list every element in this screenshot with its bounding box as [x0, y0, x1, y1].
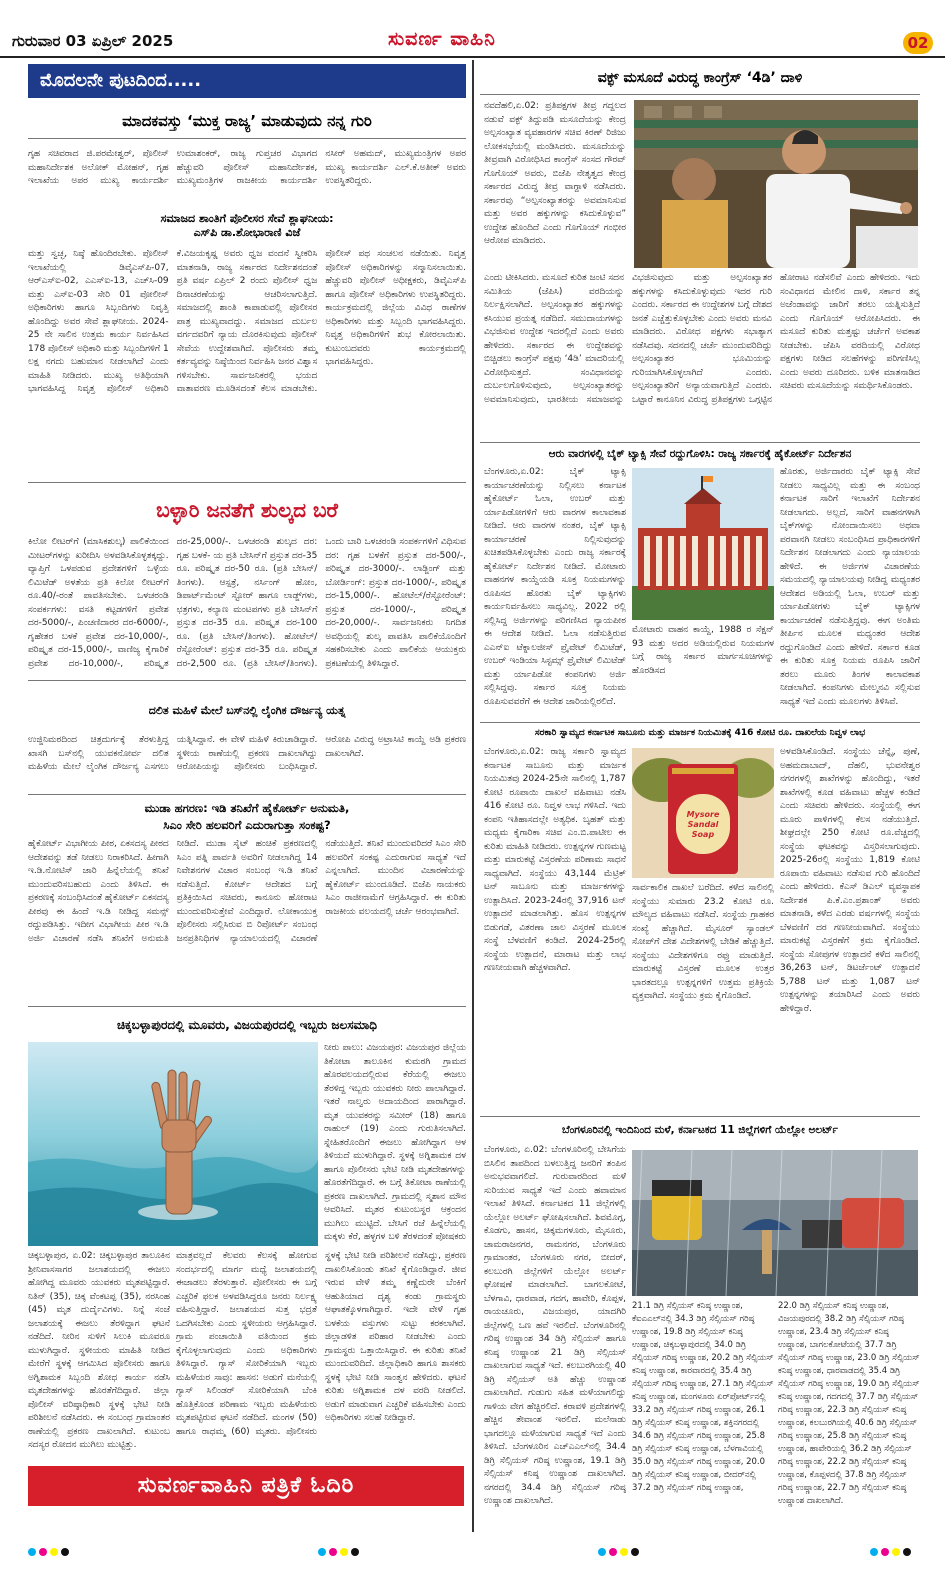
headline-drugs: ಮಾದಕವಸ್ತು ‘ಮುಕ್ತ ರಾಜ್ಯ’ ಮಾಡುವುದು ನನ್ನ ಗುರಿ	[122, 112, 372, 130]
promo-banner: ಸುವರ್ಣವಾಹಿನಿ ಪತ್ರಿಕೆ ಓದಿರಿ	[28, 1466, 464, 1506]
high-court-photo	[632, 468, 774, 620]
rule	[480, 442, 920, 443]
headline-ballari: ಬಳ್ಳಾರಿ ಜನತೆಗೆ ಶುಲ್ಕದ ಬರೆ	[156, 498, 338, 522]
article-drugs-body: ಗೃಹ ಸಚಿವರಾದ ಜಿ.ಪರಮೇಶ್ವರ್, ಪೊಲೀಸ್ ಮಹಾನಿರ್ದೇಶಕ ಅಲೋಕ್ ಮೋಹನ್, ಗೃಹ ಇಲಾಖೆಯ ಅಪರ ಮುಖ್ಯ ಕಾರ್ಯದರ್ಶಿ ಉಮಾಶಂಕರ್, ರಾಜ್ಯ ಗುಪ್ತಚರ ವಿಭಾಗದ ಹೆಚ್ಚುವರಿ ಪೊಲೀಸ್ ಮಹಾನಿರ್ದೇಶಕ, ಮುಖ್ಯಮಂತ್ರಿಗಳ ರಾಜಕೀಯ ಕಾರ್ಯದರ್ಶಿ ನಸೀರ್ ಅಹಮದ್, ಮುಖ್ಯಮಂತ್ರಿಗಳ ಅಪರ ಮುಖ್ಯ ಕಾರ್ಯದರ್ಶಿ ಎಲ್.ಕೆ.ಅತೀಕ್ ಅವರು ಉಪಸ್ಥಿತರಿದ್ದರು.	[28, 149, 466, 186]
newspaper-logo	[388, 28, 496, 50]
logo-text: ಸುವರ್ಣ ವಾಹಿನಿ	[388, 28, 496, 50]
article-bike-taxi-left: ಬೆಂಗಳೂರು,ಏ.02: ಬೈಕ್ ಟ್ಯಾಕ್ಸಿ ಕಾರ್ಯಾಚರಣೆಯನ್ನು ನಿಲ್ಲಿಸಲು ಕರ್ನಾಟಕ ಹೈಕೋರ್ಟ್ ಓಲಾ, ಉಬರ್ ಮತ್ತು ರ್ಯಾಪಿಡೋಗಳಿಗೆ ಆರು ವಾರಗಳ ಕಾಲಾವಕಾಶ ನೀಡಿದೆ. ಆರು ವಾರಗಳ ನಂತರ, ಬೈಕ್ ಟ್ಯಾಕ್ಸಿ ಕಾರ್ಯಾಚರಣೆ ನಿಲ್ಲಿಸುವುದನ್ನು ಖಚಿತಪಡಿಸಿಕೊಳ್ಳಬೇಕು ಎಂದು ರಾಜ್ಯ ಸರ್ಕಾರಕ್ಕೆ ಹೈಕೋರ್ಟ್ ನಿರ್ದೇಶನ ನೀಡಿದೆ. ಮೋಟಾರು ವಾಹನಗಳ ಕಾಯ್ದೆಯಡಿ ಸೂಕ್ತ ನಿಯಮಗಳನ್ನು ರೂಪಿಸದ ಹೊರತು ಬೈಕ್ ಟ್ಯಾಕ್ಸಿಗಳು ಕಾರ್ಯನಿರ್ವಹಿಸಲು ಸಾಧ್ಯವಿಲ್ಲ. 2022 ರಲ್ಲಿ ಸಲ್ಲಿಸಿದ್ದ ಅರ್ಜಿಗಳನ್ನು ಪರಿಗಣಿಸಿದ ನ್ಯಾಯಪೀಠ ಈ ಆದೇಶ ನೀಡಿದೆ. ಓಲಾ ನಡೆಸುತ್ತಿರುವ ಎಎನ್‌ಐ ಟೆಕ್ನಾಲಜೀಸ್ ಪ್ರೈವೇಟ್ ಲಿಮಿಟೆಡ್, ಉಬರ್ ಇಂಡಿಯಾ ಸಿಸ್ಟಮ್ಸ್ ಪ್ರೈವೇಟ್ ಲಿಮಿಟೆಡ್ ಮತ್ತು ರ್ಯಾಪಿಡೋ ಕಂಪನಿಗಳು ಅರ್ಜಿ ಸಲ್ಲಿಸಿದ್ದವು. ಸರ್ಕಾರ ಸೂಕ್ತ ನಿಯಮ ರೂಪಿಸುವವರೆಗೆ ಈ ಆದೇಶ ಜಾರಿಯಲ್ಲಿರಲಿದೆ.	[484, 467, 626, 707]
drowning-photo	[28, 1042, 318, 1246]
article-muda-body: ಹೈಕೋರ್ಟ್ ವಿಭಾಗೀಯ ಪೀಠ, ಏಕಸದಸ್ಯ ಪೀಠದ ಆದೇಶವನ್ನು ತಡೆ ನೀಡಲು ನಿರಾಕರಿಸಿದೆ. ಹೀಗಾಗಿ ಇ.ಡಿ.ನೋಟಿಸ್ ಜಾರಿ ಹಿನ್ನೆಲೆಯಲ್ಲಿ ತನಿಖೆ ಮುಂದುವರಿಸಬಹುದು ಎಂದು ತಿಳಿಸಿದೆ. ಈ ಪ್ರಕರಣಕ್ಕೆ ಸಂಬಂಧಿಸಿದಂತೆ ಹೈಕೋರ್ಟ್ ಏಕಸದಸ್ಯ ಪೀಠವು ಈ ಹಿಂದೆ ಇ.ಡಿ ನೀಡಿದ್ದ ಸಮನ್ಸ್ ರದ್ದುಪಡಿಸಿತ್ತು. ಇದೀಗ ವಿಭಾಗೀಯ ಪೀಠ ಇ.ಡಿ ಅರ್ಜಿ ವಿಚಾರಣೆ ನಡೆಸಿ ತನಿಖೆಗೆ ಅನುಮತಿ ನೀಡಿದೆ. ಮುಡಾ ಸೈಟ್ ಹಂಚಿಕೆ ಪ್ರಕರಣದಲ್ಲಿ ಸಿಎಂ ಪತ್ನಿ ಪಾರ್ವತಿ ಅವರಿಗೆ ನೀಡಲಾಗಿದ್ದ 14 ನಿವೇಶನಗಳ ವಿಚಾರ ಸಂಬಂಧ ಇ.ಡಿ ತನಿಖೆ ನಡೆಸುತ್ತಿದೆ. ಕೋರ್ಟ್ ಆದೇಶದ ಬಗ್ಗೆ ಪ್ರತಿಕ್ರಿಯಿಸಿದ ಸಚಿವರು, ಕಾನೂನು ಹೋರಾಟ ಮುಂದುವರಿಸುತ್ತೇವೆ ಎಂದಿದ್ದಾರೆ. ಲೋಕಾಯುಕ್ತ ಪೊಲೀಸರು ಸಲ್ಲಿಸಿರುವ ಬಿ ರಿಪೋರ್ಟ್ ಸಂಬಂಧ ಜನಪ್ರತಿನಿಧಿಗಳ ನ್ಯಾಯಾಲಯದಲ್ಲಿ ವಿಚಾರಣೆ ನಡೆಯುತ್ತಿದೆ. ತನಿಖೆ ಮುಂದುವರಿದರೆ ಸಿಎಂ ಸೇರಿ ಹಲವರಿಗೆ ಸಂಕಷ್ಟ ಎದುರಾಗುವ ಸಾಧ್ಯತೆ ಇದೆ ಎನ್ನಲಾಗಿದೆ. ಮುಂದಿನ ವಿಚಾರಣೆಯನ್ನು ಹೈಕೋರ್ಟ್ ಮುಂದೂಡಿದೆ. ಬಿಜೆಪಿ ನಾಯಕರು ಸಿಎಂ ರಾಜೀನಾಮೆಗೆ ಆಗ್ರಹಿಸಿದ್ದಾರೆ. ಈ ಕುರಿತು ರಾಜಕೀಯ ವಲಯದಲ್ಲಿ ಚರ್ಚೆ ಆರಂಭವಾಗಿದೆ.	[28, 839, 466, 944]
article-waqf-body: ಎಂದು ಟೀಕಿಸಿದರು. ಮಸೂದೆ ಕುರಿತ ಜಂಟಿ ಸದನ ಸಮಿತಿಯ (ಜೆಪಿಸಿ) ವರದಿಯನ್ನು ನಿರ್ಲಕ್ಷಿಸಲಾಗಿದೆ. ಅಲ್ಪಸಂಖ್ಯಾತರ ಹಕ್ಕುಗಳನ್ನು ಕಸಿಯುವ ಪ್ರಯತ್ನ ನಡೆದಿದೆ. ಸಮುದಾಯಗಳನ್ನು ವಿಭಜಿಸುವ ಉದ್ದೇಶ ಇದರಲ್ಲಿದೆ ಎಂದು ಅವರು ಹೇಳಿದರು. ಸರ್ಕಾರದ ಈ ಉದ್ದೇಶವನ್ನು ಬಿಚ್ಚಿಡಲು ಕಾಂಗ್ರೆಸ್ ಪಕ್ಷವು ‘4ಡಿ’ ಮಾದರಿಯಲ್ಲಿ ವಿರೋಧಿಸುತ್ತದೆ. ಸಂವಿಧಾನವನ್ನು ದುರ್ಬಲಗೊಳಿಸುವುದು, ಅಲ್ಪಸಂಖ್ಯಾತರನ್ನು ಅವಮಾನಿಸುವುದು, ಭಾರತೀಯ ಸಮಾಜವನ್ನು ವಿಭಜಿಸುವುದು ಮತ್ತು ಅಲ್ಪಸಂಖ್ಯಾತರ ಹಕ್ಕುಗಳನ್ನು ಕಸಿದುಕೊಳ್ಳುವುದು ಇದರ ಗುರಿ ಎಂದರು. ಸರ್ಕಾರದ ಈ ಉದ್ದೇಶಗಳ ಬಗ್ಗೆ ದೇಶದ ಜನತೆ ಎಚ್ಚೆತ್ತುಕೊಳ್ಳಬೇಕು ಎಂದು ಅವರು ಮನವಿ ಮಾಡಿದರು. ವಿರೋಧ ಪಕ್ಷಗಳು ಸಭಾತ್ಯಾಗ ನಡೆಸಿದವು. ಸದನದಲ್ಲಿ ಚರ್ಚೆ ಮುಂದುವರಿದಿದ್ದು ಅಲ್ಪಸಂಖ್ಯಾತರ ಭೂಮಿಯನ್ನು ಗುರಿಯಾಗಿಸಿಕೊಳ್ಳಲಾಗಿದೆ ಎಂದರು. ಅಲ್ಪಸಂಖ್ಯಾತರಿಗೆ ಅನ್ಯಾಯವಾಗುತ್ತಿದೆ ಎಂದರು. ಒಟ್ಟಾರೆ ಕಾನೂನಿನ ವಿರುದ್ಧ ಪ್ರತಿಪಕ್ಷಗಳು ಒಗ್ಗಟ್ಟಿನ ಹೋರಾಟ ನಡೆಸಲಿವೆ ಎಂದು ಹೇಳಿದರು. ಇದು ಸಂವಿಧಾನದ ಮೇಲಿನ ದಾಳಿ, ಸರ್ಕಾರ ತನ್ನ ಅಜೆಂಡಾವನ್ನು ಜಾರಿಗೆ ತರಲು ಯತ್ನಿಸುತ್ತಿದೆ ಎಂದು ಗೊಗೊಯ್ ಆರೋಪಿಸಿದರು. ಈ ಮಸೂದೆ ಕುರಿತು ಮತ್ತಷ್ಟು ಚರ್ಚೆಗೆ ಅವಕಾಶ ನೀಡಬೇಕು. ಜೆಪಿಸಿ ವರದಿಯಲ್ಲಿ ವಿರೋಧ ಪಕ್ಷಗಳು ನೀಡಿದ ಸಲಹೆಗಳನ್ನು ಪರಿಗಣಿಸಿಲ್ಲ ಎಂದು ಅವರು ದೂರಿದರು. ಬಳಿಕ ಮಾತನಾಡಿದ ಸಚಿವರು ಮಸೂದೆಯನ್ನು ಸಮರ್ಥಿಸಿಕೊಂಡರು.	[484, 273, 920, 405]
registration-marks	[318, 1548, 362, 1556]
issue-date: ಗುರುವಾರ 03 ಏಪ್ರಿಲ್ 2025	[12, 32, 174, 50]
article-ksdl-right: ಅಳವಡಿಸಿಕೊಂಡಿದೆ. ಸಂಸ್ಥೆಯು ಚೆನ್ನೈ, ಪುಣೆ, ಅಹಮದಾಬಾದ್, ದೆಹಲಿ, ಭುವನೇಶ್ವರ ನಗರಗಳಲ್ಲಿ ಶಾಖೆಗಳನ್ನು ಹೊಂದಿದ್ದು, ಇತರೆ ಶಾಖೆಗಳಲ್ಲಿ ಕೂಡ ವಹಿವಾಟು ಹೆಚ್ಚಳ ಕಂಡಿದೆ ಎಂದು ಸಚಿವರು ಹೇಳಿದರು. ಸಂಸ್ಥೆಯಲ್ಲಿ ಈಗ ಮೂರು ಪಾಳಿಗಳಲ್ಲಿ ಕೆಲಸ ನಡೆಯುತ್ತಿದೆ. ಶೀಘ್ರದಲ್ಲೇ 250 ಕೋಟಿ ರೂ.ವೆಚ್ಚದಲ್ಲಿ ಸಂಸ್ಥೆಯ ಘಟಕವನ್ನು ವಿಸ್ತರಿಸಲಾಗುವುದು. 2025-26ರಲ್ಲಿ ಸಂಸ್ಥೆಯು 1,819 ಕೋಟಿ ರೂಪಾಯಿ ವಹಿವಾಟು ನಡೆಸುವ ಗುರಿ ಹೊಂದಿದೆ ಎಂದು ಹೇಳಿದರು. ಕೆಎಸ್ ಡಿಎಲ್ ವ್ಯವಸ್ಥಾಪಕ ನಿರ್ದೇಶಕ ಪಿ.ಕೆ.ಎಂ.ಪ್ರಶಾಂತ್ ಅವರು ಮಾತನಾಡಿ, ಕಳೆದ ಎರಡು ವರ್ಷಗಳಲ್ಲಿ ಸಂಸ್ಥೆಯ ಬೆಳವಣಿಗೆ ದರ ಗಣನೀಯವಾಗಿದೆ. ಸಂಸ್ಥೆಯು ಮಾರುಕಟ್ಟೆ ವಿಸ್ತರಣೆಗೆ ಕ್ರಮ ಕೈಗೊಂಡಿದೆ. ಸಂಸ್ಥೆಯ ಸೋಪುಗಳ ಉತ್ಪಾದನೆ ಕಳೆದ ಸಾಲಿನಲ್ಲಿ 36,263 ಟನ್, ಡಿಟರ್ಜೆಂಟ್ ಉತ್ಪಾದನೆ 5,788 ಟನ್ ಮತ್ತು 1,087 ಟನ್ ಉತ್ಪನ್ನಗಳನ್ನು ತಯಾರಿಸಿದೆ ಎಂದು ಅವರು ಹೇಳಿದ್ದಾರೆ.	[780, 747, 920, 1014]
rule	[28, 1006, 466, 1007]
rule	[28, 482, 466, 483]
headline-bike-taxi: ಆರು ವಾರಗಳಲ್ಲಿ ಬೈಕ್ ಟ್ಯಾಕ್ಸಿ ಸೇವೆ ರದ್ದುಗೊಳಿಸಿ: ರಾಜ್ಯ ಸರ್ಕಾರಕ್ಕೆ ಹೈಕೋರ್ಟ್ ನಿರ್ದೇಶನ	[548, 448, 852, 460]
headline-ksdl: ಸರಕಾರಿ ಸ್ವಾಮ್ಯದ ಕರ್ನಾಟಕ ಸಾಬೂನು ಮತ್ತು ಮಾರ್ಜಕ ನಿಯಮಿತಕ್ಕೆ 416 ಕೋಟಿ ರೂ. ದಾಖಲೆಯ ನಿವ್ವಳ ಲಾಭ	[534, 728, 866, 738]
masthead	[0, 0, 945, 58]
article-drowning-left: ಚಿಕ್ಕಬಳ್ಳಾಪುರ, ಏ.02: ಚಿಕ್ಕಬಳ್ಳಾಪುರ ತಾಲೂಕಿನ ಶ್ರೀನಿವಾಸಸಾಗರ ಜಲಾಶಯದಲ್ಲಿ ಈಜಲು ಹೋಗಿದ್ದ ಮೂವರು ಯುವಕರು ಮೃತಪಟ್ಟಿದ್ದಾರೆ. ನಿತಿನ್ (35), ಚಿಕ್ಕ ವೆಂಕಟಪ್ಪ (35), ನರಸಿಂಹ (45) ಮೃತ ದುರ್ದೈವಿಗಳು. ನಿನ್ನೆ ಸಂಜೆ ಜಲಾಶಯಕ್ಕೆ ಈಜಲು ತೆರಳಿದ್ದಾಗ ಘಟನೆ ನಡೆದಿದೆ. ನೀರಿನ ಸುಳಿಗೆ ಸಿಲುಕಿ ಮೂವರೂ ಮುಳುಗಿದ್ದಾರೆ. ಸ್ಥಳೀಯರು ಮಾಹಿತಿ ನೀಡಿದ ಮೇರೆಗೆ ಸ್ಥಳಕ್ಕೆ ಆಗಮಿಸಿದ ಪೊಲೀಸರು ಹಾಗೂ ಅಗ್ನಿಶಾಮಕ ಸಿಬ್ಬಂದಿ ಶೋಧ ಕಾರ್ಯ ನಡೆಸಿ ಮೃತದೇಹಗಳನ್ನು ಹೊರತೆಗೆದಿದ್ದಾರೆ. ಜಿಲ್ಲಾ ಪೊಲೀಸ್ ವರಿಷ್ಠಾಧಿಕಾರಿ ಸ್ಥಳಕ್ಕೆ ಭೇಟಿ ನೀಡಿ ಪರಿಶೀಲನೆ ನಡೆಸಿದರು. ಈ ಸಂಬಂಧ ಗ್ರಾಮಾಂತರ ಠಾಣೆಯಲ್ಲಿ ಪ್ರಕರಣ ದಾಖಲಾಗಿದೆ. ಕುಟುಂಬ ಸದಸ್ಯರ ರೋದನ ಮುಗಿಲು ಮುಟ್ಟಿತ್ತು.	[28, 1251, 170, 1450]
article-rain-body: ಬೆಂಗಳೂರು, ಏ.02: ಬೆಂಗಳೂರಿನಲ್ಲಿ ಬೇಸಿಗೆಯ ಬಿಸಿಲಿನ ತಾಪದಿಂದ ಬಳಲುತ್ತಿದ್ದ ಜನರಿಗೆ ತಂಪಿನ ಅನುಭವವಾಗಲಿದೆ. ಗುರುವಾರದಿಂದ ಮಳೆ ಸುರಿಯುವ ಸಾಧ್ಯತೆ ಇದೆ ಎಂದು ಹವಾಮಾನ ಇಲಾಖೆ ತಿಳಿಸಿದೆ. ಕರ್ನಾಟಕದ 11 ಜಿಲ್ಲೆಗಳಲ್ಲಿ ಯೆಲ್ಲೋ ಅಲರ್ಟ್ ಘೋಷಿಸಲಾಗಿದೆ. ಶಿವಮೊಗ್ಗ, ಕೊಡಗು, ಹಾಸನ, ಚಿಕ್ಕಮಗಳೂರು, ಮೈಸೂರು, ಚಾಮರಾಜನಗರ, ರಾಮನಗರ, ಬೆಂಗಳೂರು ಗ್ರಾಮಾಂತರ, ಬೆಂಗಳೂರು ನಗರ, ಬೀದರ್, ಕಲಬುರಗಿ ಜಿಲ್ಲೆಗಳಿಗೆ ಯೆಲ್ಲೋ ಅಲರ್ಟ್ ಘೋಷಣೆ ಮಾಡಲಾಗಿದೆ. ಬಾಗಲಕೋಟೆ, ಬೆಳಗಾವಿ, ಧಾರವಾಡ, ಗದಗ, ಹಾವೇರಿ, ಕೊಪ್ಪಳ, ರಾಯಚೂರು, ವಿಜಯಪುರ, ಯಾದಗಿರಿ ಜಿಲ್ಲೆಗಳಲ್ಲಿ ಒಣ ಹವೆ ಇರಲಿದೆ. ಬೆಂಗಳೂರಿನಲ್ಲಿ ಗರಿಷ್ಠ ಉಷ್ಣಾಂಶ 34 ಡಿಗ್ರಿ ಸೆಲ್ಸಿಯಸ್ ಹಾಗೂ ಕನಿಷ್ಠ ಉಷ್ಣಾಂಶ 21 ಡಿಗ್ರಿ ಸೆಲ್ಸಿಯಸ್ ದಾಖಲಾಗುವ ಸಾಧ್ಯತೆ ಇದೆ. ಕಲಬುರಗಿಯಲ್ಲಿ 40 ಡಿಗ್ರಿ ಸೆಲ್ಸಿಯಸ್ ಅತಿ ಹೆಚ್ಚು ಉಷ್ಣಾಂಶ ದಾಖಲಾಗಿದೆ. ಗುಡುಗು ಸಹಿತ ಮಳೆಯಾಗಲಿದ್ದು ಗಾಳಿಯ ವೇಗ ಹೆಚ್ಚಿರಲಿದೆ. ಕರಾವಳಿ ಪ್ರದೇಶಗಳಲ್ಲಿ ಹೆಚ್ಚಿನ ತೇವಾಂಶ ಇರಲಿದೆ. ಮಲೆನಾಡು ಭಾಗದಲ್ಲೂ ಮಳೆಯಾಗುವ ಸಾಧ್ಯತೆ ಇದೆ ಎಂದು ತಿಳಿಸಿದೆ. ಬೆಂಗಳೂರಿನ ಎಚ್‌ಎಎಲ್‌ನಲ್ಲಿ 34.4 ಡಿಗ್ರಿ ಸೆಲ್ಸಿಯಸ್ ಗರಿಷ್ಠ ಉಷ್ಣಾಂಶ, 19.1 ಡಿಗ್ರಿ ಸೆಲ್ಸಿಯಸ್ ಕನಿಷ್ಠ ಉಷ್ಣಾಂಶ ದಾಖಲಾಗಿದೆ. ನಗರದಲ್ಲಿ 34.4 ಡಿಗ್ರಿ ಸೆಲ್ಸಿಯಸ್ ಗರಿಷ್ಠ ಉಷ್ಣಾಂಶ ದಾಖಲಾಗಿದೆ.	[484, 1145, 626, 1506]
rule	[480, 1116, 920, 1117]
headline-rain: ಬೆಂಗಳೂರಿನಲ್ಲಿ ಇಂದಿನಿಂದ ಮಳೆ, ಕರ್ನಾಟಕದ 11 ಜಿಲ್ಲೆಗಳಿಗೆ ಯೆಲ್ಲೋ ಅಲರ್ಟ್	[562, 1124, 838, 1136]
rule	[480, 94, 920, 95]
page-number-badge: 02	[903, 32, 933, 54]
article-drowning-right: ನೀರು ಪಾಲು: ವಿಜಯಪುರ: ವಿಜಯಪುರ ಜಿಲ್ಲೆಯ ತಿಕೋಟಾ ತಾಲೂಕಿನ ಕುಮಠಗಿ ಗ್ರಾಮದ ಹೊರವಲಯದಲ್ಲಿರುವ ಕೆರೆಯಲ್ಲಿ ಈಜಲು ತೆರಳಿದ್ದ ಇಬ್ಬರು ಯುವಕರು ನೀರು ಪಾಲಾಗಿದ್ದಾರೆ. ಇತರೆ ನಾಲ್ವರು ಅದಾಯದಿಂದ ಪಾರಾಗಿದ್ದಾರೆ. ಮೃತ ಯುವಕರನ್ನು ಸಮೀರ್ (18) ಹಾಗೂ ರಾಹುಲ್ (19) ಎಂದು ಗುರುತಿಸಲಾಗಿದೆ. ಸ್ನೇಹಿತರೊಂದಿಗೆ ಈಜಲು ಹೋಗಿದ್ದಾಗ ಆಳ ತಿಳಿಯದೆ ಮುಳುಗಿದ್ದಾರೆ. ಸ್ಥಳಕ್ಕೆ ಅಗ್ನಿಶಾಮಕ ದಳ ಹಾಗೂ ಪೊಲೀಸರು ಭೇಟಿ ನೀಡಿ ಮೃತದೇಹಗಳನ್ನು ಹೊರತೆಗೆದಿದ್ದಾರೆ. ಈ ಬಗ್ಗೆ ತಿಕೋಟಾ ಠಾಣೆಯಲ್ಲಿ ಪ್ರಕರಣ ದಾಖಲಾಗಿದೆ. ಗ್ರಾಮದಲ್ಲಿ ಸ್ಮಶಾನ ಮೌನ ಆವರಿಸಿದೆ. ಮೃತರ ಕುಟುಂಬಸ್ಥರ ಆಕ್ರಂದನ ಮುಗಿಲು ಮುಟ್ಟಿದೆ. ಬೇಸಿಗೆ ರಜೆ ಹಿನ್ನೆಲೆಯಲ್ಲಿ ಮಕ್ಕಳು ಕೆರೆ, ಹಳ್ಳಗಳ ಬಳಿ ತೆರಳದಂತೆ ಪೋಷಕರು	[324, 1043, 466, 1242]
rule	[480, 722, 920, 723]
article-bus-body: ಉಜ್ಜಿನಿಮಠದಿಂದ ಚಿತ್ರದುರ್ಗಕ್ಕೆ ತೆರಳುತ್ತಿದ್ದ ಖಾಸಗಿ ಬಸ್‌ನಲ್ಲಿ ಯುವಕನೋರ್ವ ದಲಿತ ಮಹಿಳೆಯ ಮೇಲೆ ಲೈಂಗಿಕ ದೌರ್ಜನ್ಯ ಎಸಗಲು ಯತ್ನಿಸಿದ್ದಾನೆ. ಈ ವೇಳೆ ಮಹಿಳೆ ಕಿರುಚಾಡಿದ್ದಾರೆ. ಸ್ಥಳೀಯ ಠಾಣೆಯಲ್ಲಿ ಪ್ರಕರಣ ದಾಖಲಾಗಿದ್ದು ಆರೋಪಿಯನ್ನು ಪೊಲೀಸರು ಬಂಧಿಸಿದ್ದಾರೆ. ಆರೋಪಿ ವಿರುದ್ಧ ಅಟ್ರಾಸಿಟಿ ಕಾಯ್ದೆ ಅಡಿ ಪ್ರಕರಣ ದಾಖಲಾಗಿದೆ.	[28, 735, 466, 772]
article-drowning-mid: ಮಾತ್ರವಲ್ಲದೆ ಕೆಲವರು ಕೆಲಸಕ್ಕೆ ಹೋಗುವ ಸಂದರ್ಭದಲ್ಲಿ ಮಾರ್ಗ ಮಧ್ಯೆ ಜಲಾಶಯದಲ್ಲಿ ಈಜಾಡಲು ತೆರಳುತ್ತಾರೆ. ಪೋಲೀಸರು ಈ ಬಗ್ಗೆ ಎಚ್ಚರಿಕೆ ಫಲಕ ಅಳವಡಿಸಿದ್ದರೂ ಜನರು ನಿರ್ಲಕ್ಷ್ಯ ವಹಿಸುತ್ತಿದ್ದಾರೆ. ಜಲಾಶಯದ ಸುತ್ತ ಭದ್ರತೆ ಒದಗಿಸಬೇಕು ಎಂದು ಸ್ಥಳೀಯರು ಆಗ್ರಹಿಸಿದ್ದಾರೆ. ಗ್ರಾಮ ಪಂಚಾಯಿತಿ ವತಿಯಿಂದ ಕ್ರಮ ಕೈಗೊಳ್ಳಲಾಗುವುದು ಎಂದು ಅಧಿಕಾರಿಗಳು ತಿಳಿಸಿದ್ದಾರೆ. ಗ್ಯಾಸ್ ಸೋರಿಕೆಯಾಗಿ ಇಬ್ಬರು ಮಹಿಳೆಯರ ಸಾವು: ಹಾಸನ: ಅಡುಗೆ ಮನೆಯಲ್ಲಿ ಗ್ಯಾಸ್ ಸಿಲಿಂಡರ್ ಸೋರಿಕೆಯಾಗಿ ಬೆಂಕಿ ಹೊತ್ತಿಕೊಂಡ ಪರಿಣಾಮ ಇಬ್ಬರು ಮಹಿಳೆಯರು ಮೃತಪಟ್ಟಿರುವ ಘಟನೆ ನಡೆದಿದೆ. ಮಂಗಳ (50) ಹಾಗೂ ರಾಧಮ್ಮ (60) ಮೃತರು. ಪೊಲೀಸರು ಸ್ಥಳಕ್ಕೆ ಭೇಟಿ ನೀಡಿ ಪರಿಶೀಲನೆ ನಡೆಸಿದ್ದು, ಪ್ರಕರಣ ದಾಖಲಿಸಿಕೊಂಡು ತನಿಖೆ ಕೈಗೊಂಡಿದ್ದಾರೆ. ಜೀವ ಇರುವ ವೇಳೆ ತಮ್ಮ ಕಣ್ಣೆದುರೇ ಬೆಂಕಿಗೆ ಆಹುತಿಯಾದ ದೃಶ್ಯ ಕಂಡು ಗ್ರಾಮಸ್ಥರು ಆಘಾತಕ್ಕೊಳಗಾಗಿದ್ದಾರೆ. ಇದೇ ವೇಳೆ ಗೃಹ ಬಳಕೆಯ ವಸ್ತುಗಳು ಸುಟ್ಟು ಕರಕಲಾಗಿವೆ. ಜಿಲ್ಲಾಡಳಿತ ಪರಿಹಾರ ನೀಡಬೇಕು ಎಂದು ಗ್ರಾಮಸ್ಥರು ಒತ್ತಾಯಿಸಿದ್ದಾರೆ. ಈ ಕುರಿತು ತನಿಖೆ ಮುಂದುವರಿದಿದೆ. ಜಿಲ್ಲಾಧಿಕಾರಿ ಹಾಗೂ ಶಾಸಕರು ಸ್ಥಳಕ್ಕೆ ಭೇಟಿ ನೀಡಿ ಸಾಂತ್ವನ ಹೇಳಿದರು. ಘಟನೆ ಕುರಿತು ಅಗ್ನಿಶಾಮಕ ದಳ ವರದಿ ನೀಡಲಿದೆ. ಅಡುಗೆ ಮಾಡುವಾಗ ಎಚ್ಚರಿಕೆ ವಹಿಸಬೇಕು ಎಂದು ಅಧಿಕಾರಿಗಳು ಸಲಹೆ ನೀಡಿದ್ದಾರೆ.	[176, 1251, 466, 1437]
column-divider	[472, 60, 474, 1532]
article-ksdl-left: ಬೆಂಗಳೂರು,ಏ.02: ರಾಜ್ಯ ಸರ್ಕಾರಿ ಸ್ವಾಮ್ಯದ ಕರ್ನಾಟಕ ಸಾಬೂನು ಮತ್ತು ಮಾರ್ಜಕ ನಿಯಮಿತವು 2024-25ನೇ ಸಾಲಿನಲ್ಲಿ 1,787 ಕೋಟಿ ರೂಪಾಯಿ ದಾಖಲೆ ವಹಿವಾಟು ನಡೆಸಿ 416 ಕೋಟಿ ರೂ. ನಿವ್ವಳ ಲಾಭ ಗಳಿಸಿದೆ. ಇದು ಕಂಪನಿ ಇತಿಹಾಸದಲ್ಲೇ ಅತ್ಯಧಿಕ. ಬೃಹತ್ ಮತ್ತು ಮಧ್ಯಮ ಕೈಗಾರಿಕಾ ಸಚಿವ ಎಂ.ಬಿ.ಪಾಟೀಲ ಈ ಕುರಿತು ಮಾಹಿತಿ ನೀಡಿದರು. ಉತ್ಪನ್ನಗಳ ಗುಣಮಟ್ಟ ಮತ್ತು ಮಾರುಕಟ್ಟೆ ವಿಸ್ತರಣೆಯ ಪರಿಣಾಮ ಸಾಧನೆ ಸಾಧ್ಯವಾಗಿದೆ. ಸಂಸ್ಥೆಯು 43,144 ಮೆಟ್ರಿಕ್ ಟನ್ ಸಾಬೂನು ಮತ್ತು ಮಾರ್ಜಕಗಳನ್ನು ಉತ್ಪಾದಿಸಿದೆ. 2023-24ರಲ್ಲಿ 37,916 ಟನ್ ಉತ್ಪಾದನೆ ಮಾಡಲಾಗಿತ್ತು. ಹೊಸ ಉತ್ಪನ್ನಗಳ ಬಿಡುಗಡೆ, ವಿತರಣಾ ಜಾಲ ವಿಸ್ತರಣೆ ಮೂಲಕ ಸಂಸ್ಥೆ ಬೆಳವಣಿಗೆ ಕಂಡಿದೆ. 2024-25ರಲ್ಲಿ ಸಂಸ್ಥೆಯ ಉತ್ಪಾದನೆ, ಮಾರಾಟ ಮತ್ತು ಲಾಭ ಗಣನೀಯವಾಗಿ ಹೆಚ್ಚಳವಾಗಿದೆ.	[484, 747, 626, 973]
headline-muda: ಮುಡಾ ಹಗರಣ: ಇಡಿ ತನಿಖೆಗೆ ಹೈಕೋರ್ಟ್ ಅನುಮತಿ, ಸಿಎಂ ಸೇರಿ ಹಲವರಿಗೆ ಎದುರಾಗುತ್ತಾ ಸಂಕಷ್ಟ?	[144, 801, 350, 832]
temperatures-left: 21.1 ಡಿಗ್ರಿ ಸೆಲ್ಸಿಯಸ್ ಕನಿಷ್ಠ ಉಷ್ಣಾಂಶ, ಕೆಐಎಎಲ್‌ನಲ್ಲಿ 34.3 ಡಿಗ್ರಿ ಸೆಲ್ಸಿಯಸ್ ಗರಿಷ್ಠ ಉಷ್ಣಾಂಶ, 19.8 ಡಿಗ್ರಿ ಸೆಲ್ಸಿಯಸ್ ಕನಿಷ್ಠ ಉಷ್ಣಾಂಶ, ಚಿಕ್ಕಬಳ್ಳಾಪುರದಲ್ಲಿ 34.0 ಡಿಗ್ರಿ ಸೆಲ್ಸಿಯಸ್ ಗರಿಷ್ಠ ಉಷ್ಣಾಂಶ, 20.2 ಡಿಗ್ರಿ ಸೆಲ್ಸಿಯಸ್ ಕನಿಷ್ಠ ಉಷ್ಣಾಂಶ, ಕಾರವಾರದಲ್ಲಿ 35.4 ಡಿಗ್ರಿ ಸೆಲ್ಸಿಯಸ್ ಗರಿಷ್ಠ ಉಷ್ಣಾಂಶ, 27.1 ಡಿಗ್ರಿ ಸೆಲ್ಸಿಯಸ್ ಕನಿಷ್ಠ ಉಷ್ಣಾಂಶ, ಮಂಗಳೂರು ಏರ್‌ಪೋರ್ಟ್‌ನಲ್ಲಿ 33.2 ಡಿಗ್ರಿ ಸೆಲ್ಸಿಯಸ್ ಗರಿಷ್ಠ ಉಷ್ಣಾಂಶ, 26.1 ಡಿಗ್ರಿ ಸೆಲ್ಸಿಯಸ್ ಕನಿಷ್ಠ ಉಷ್ಣಾಂಶ, ಶಕ್ತಿನಗರದಲ್ಲಿ 34.6 ಡಿಗ್ರಿ ಸೆಲ್ಸಿಯಸ್ ಗರಿಷ್ಠ ಉಷ್ಣಾಂಶ, 25.8 ಡಿಗ್ರಿ ಸೆಲ್ಸಿಯಸ್ ಕನಿಷ್ಠ ಉಷ್ಣಾಂಶ, ಬೆಳಗಾವಿಯಲ್ಲಿ 35.0 ಡಿಗ್ರಿ ಸೆಲ್ಸಿಯಸ್ ಗರಿಷ್ಠ ಉಷ್ಣಾಂಶ, 20.0 ಡಿಗ್ರಿ ಸೆಲ್ಸಿಯಸ್ ಕನಿಷ್ಠ ಉಷ್ಣಾಂಶ, ಬೀದರ್‌ನಲ್ಲಿ 37.2 ಡಿಗ್ರಿ ಸೆಲ್ಸಿಯಸ್ ಗರಿಷ್ಠ ಉಷ್ಣಾಂಶ,	[632, 1301, 774, 1493]
rule	[28, 794, 466, 795]
headline-bus: ದಲಿತ ಮಹಿಳೆ ಮೇಲೆ ಬಸ್‌ನಲ್ಲಿ ಲೈಂಗಿಕ ದೌರ್ಜನ್ಯ ಯತ್ನ	[148, 704, 346, 717]
rain-photo	[632, 1150, 918, 1296]
registration-marks	[28, 1548, 72, 1556]
headline-drowning: ಚಿಕ್ಕಬಳ್ಳಾಪುರದಲ್ಲಿ ಮೂವರು, ವಿಜಯಪುರದಲ್ಲಿ ಇಬ್ಬರು ಜಲಸಮಾಧಿ	[116, 1018, 378, 1032]
article-waqf-top: ನವದೆಹಲಿ,ಏ.02: ಪ್ರತಿಪಕ್ಷಗಳ ತೀವ್ರ ಗದ್ದಲದ ನಡುವೆ ವಕ್ಫ್ ತಿದ್ದುಪಡಿ ಮಸೂದೆಯನ್ನು ಕೇಂದ್ರ ಅಲ್ಪಸಂಖ್ಯಾತ ವ್ಯವಹಾರಗಳ ಸಚಿವ ಕಿರಣ್ ರಿಜಿಜು ಲೋಕಸಭೆಯಲ್ಲಿ ಮಂಡಿಸಿದರು. ಮಸೂದೆಯನ್ನು ತೀವ್ರವಾಗಿ ವಿರೋಧಿಸಿದ ಕಾಂಗ್ರೆಸ್ ಸಂಸದ ಗೌರವ್ ಗೊಗೊಯ್ ಅವರು, ಬಿಜೆಪಿ ನೇತೃತ್ವದ ಕೇಂದ್ರ ಸರ್ಕಾರದ ವಿರುದ್ಧ ತೀವ್ರ ವಾಗ್ದಾಳಿ ನಡೆಸಿದರು. ಸರ್ಕಾರವು “ಅಲ್ಪಸಂಖ್ಯಾತರನ್ನು ಅವಮಾನಿಸುವ ಮತ್ತು ಅವರ ಹಕ್ಕುಗಳನ್ನು ಕಸಿದುಕೊಳ್ಳುವ” ಉದ್ದೇಶ ಹೊಂದಿದೆ ಎಂದು ಗೊಗೊಯ್ ಗಂಭೀರ ಆರೋಪ ಮಾಡಿದರು.	[484, 101, 626, 246]
article-ballari-body: ಕಿಲೋ ಲೀಟರ್‌ಗೆ (ಮಾಸಿಕಶುಲ್ಕ) ಪಾಲಿಕೆಯಿಂದ ಮೀಟರ್‌ಗಳನ್ನು ಖರೀದಿಸಿ ಅಳವಡಿಸಿಕೊಳ್ಳತಕ್ಕದ್ದು. ವ್ಯಾಪ್ತಿಗೆ ಒಳಪಡುವ ಪ್ರದೇಶಗಳಿಗೆ ಒಳ್ಳೆಯ ಲಿಮಿಟೆಡ್ ಅಳತೆಯ ಪ್ರತಿ ಕಿಲೋ ಲೀಟರ್‌ಗೆ ರೂ.40/-ರಂತೆ ಪಾವತಿಸಬೇಕು. ಒಳಚರಂಡಿ ಸಂಪರ್ಕಗಳು: ವಸತಿ ಕಟ್ಟಡಗಳಿಗೆ ಪ್ರವೇಶ ದರ-5000/-, ಪಿಂಚಣಿದಾರರ ದರ-6000/-, ಗೃಹೇತರ ಬಳಕೆ ಪ್ರವೇಶ ದರ-10,000/-, ಪರಿಷ್ಕೃತ ದರ-15,000/-, ವಾಣಿಜ್ಯ ಕೈಗಾರಿಕೆ ಪ್ರವೇಶ ದರ-10,000/-, ಪರಿಷ್ಕೃತ ದರ-25,000/-. ಒಳಚರಂಡಿ ಶುಲ್ಕದ ದರ: ಗೃಹ ಬಳಕೆ- ಯ ಪ್ರತಿ ಬೇಸಿನ್‌ಗೆ ಪ್ರಸ್ತುತ ದರ-35 ರೂ. ಪರಿಷ್ಕೃತ ದರ-50 ರೂ. (ಪ್ರತಿ ಬೇಸಿನ್/ತಿಂಗಳು). ಆಸ್ಪತ್ರೆ, ನರ್ಸಿಂಗ್ ಹೋಂ, ಡಿಪಾರ್ಟ್‌ಮೆಂಟ್ ಸ್ಟೋರ್ ಹಾಗೂ ಲಾಡ್ಜ್‌ಗಳು, ಛತ್ರಗಳು, ಕಲ್ಯಾಣ ಮಂಟಪಗಳು ಪ್ರತಿ ಬೇಸಿನ್‌ಗೆ ಪ್ರಸ್ತುತ ದರ-35 ರೂ. ಪರಿಷ್ಕೃತ ದರ-100 ರೂ. (ಪ್ರತಿ ಬೇಸಿನ್/ತಿಂಗಳು). ಹೋಟೆಲ್/ರೆಸ್ಟೋರೆಂಟ್: ಪ್ರಸ್ತುತ ದರ-35 ರೂ. ಪರಿಷ್ಕೃತ ದರ-2,500 ರೂ. (ಪ್ರತಿ ಬೇಸಿನ್/ತಿಂಗಳು). ಒಂದು ಬಾರಿ ಒಳಚರಂಡಿ ಸಂಪರ್ಕಗಳಿಗೆ ವಿಧಿಸುವ ದರ: ಗೃಹ ಬಳಕೆಗೆ ಪ್ರಸ್ತುತ ದರ-500/-, ಪರಿಷ್ಕೃತ ದರ-3000/-. ಲಾಡ್ಜಿಂಗ್ ಮತ್ತು ಬೋರ್ಡಿಂಗ್: ಪ್ರಸ್ತುತ ದರ-1000/-, ಪರಿಷ್ಕೃತ ದರ-15,000/-. ಹೋಟೆಲ್/ರೆಸ್ಟೋರೆಂಟ್: ಪ್ರಸ್ತುತ ದರ-1000/-, ಪರಿಷ್ಕೃತ ದರ-20,000/-. ಸಾರ್ವಜನಿಕರು ನಿಗದಿತ ಅವಧಿಯಲ್ಲಿ ಶುಲ್ಕ ಪಾವತಿಸಿ ಪಾಲಿಕೆಯೊಂದಿಗೆ ಸಹಕರಿಸಬೇಕು ಎಂದು ಪಾಲಿಕೆಯ ಆಯುಕ್ತರು ಪ್ರಕಟಣೆಯಲ್ಲಿ ತಿಳಿಸಿದ್ದಾರೆ.	[28, 537, 466, 669]
soap-brand: Mysore Sandal Soap	[686, 810, 720, 839]
rule	[28, 680, 466, 681]
section-header: ಮೊದಲನೇ ಪುಟದಿಂದ.....	[28, 64, 466, 98]
sandal-soap-photo	[632, 748, 774, 878]
article-bike-taxi-right: ಹೊರತು, ಅರ್ಜಿದಾರರು ಬೈಕ್ ಟ್ಯಾಕ್ಸಿ ಸೇವೆ ನೀಡಲು ಸಾಧ್ಯವಿಲ್ಲ ಮತ್ತು ಈ ಸಂಬಂಧ ಕರ್ನಾಟಕ ಸಾರಿಗೆ ಇಲಾಖೆಗೆ ನಿರ್ದೇಶನ ನೀಡಲಾಗದು. ಅಲ್ಲದೆ, ಸಾರಿಗೆ ವಾಹನಗಳಾಗಿ ಬೈಕ್‌ಗಳನ್ನು ನೋಂದಾಯಿಸಲು ಅಥವಾ ಪರವಾನಗಿ ನೀಡಲು ಸಂಬಂಧಿಸಿದ ಪ್ರಾಧಿಕಾರಗಳಿಗೆ ನಿರ್ದೇಶನ ನೀಡಲಾಗದು ಎಂದು ನ್ಯಾಯಾಲಯ ಹೇಳಿದೆ. ಈ ಅರ್ಜಿಗಳ ವಿಚಾರಣೆಯ ಸಮಯದಲ್ಲಿ ನ್ಯಾಯಾಲಯವು ನೀಡಿದ್ದ ಮಧ್ಯಂತರ ಆದೇಶದ ಅಡಿಯಲ್ಲಿ ಓಲಾ, ಉಬರ್ ಮತ್ತು ರ್ಯಾಪಿಡೋಗಳು ಬೈಕ್ ಟ್ಯಾಕ್ಸಿಗಳ ಕಾರ್ಯಾಚರಣೆ ನಡೆಸುತ್ತಿದ್ದವು. ಈಗ ಅಂತಿಮ ತೀರ್ಪಿನ ಮೂಲಕ ಮಧ್ಯಂತರ ಆದೇಶ ರದ್ದುಗೊಂಡಿದೆ ಎಂದು ಹೇಳಿದೆ. ಸರ್ಕಾರ ಕೂಡ ಈ ಕುರಿತು ಸೂಕ್ತ ನಿಯಮ ರೂಪಿಸಿ ಜಾರಿಗೆ ತರಲು ಮೂರು ತಿಂಗಳ ಕಾಲಾವಕಾಶ ನೀಡಲಾಗಿದೆ. ಕಂಪನಿಗಳು ಮೇಲ್ಮನವಿ ಸಲ್ಲಿಸುವ ಸಾಧ್ಯತೆ ಇದೆ ಎಂದು ಮೂಲಗಳು ತಿಳಿಸಿವೆ.	[780, 467, 920, 707]
headline-waqf: ವಕ್ಫ್ ಮಸೂದೆ ವಿರುದ್ಧ ಕಾಂಗ್ರೆಸ್ ‘4ಡಿ’ ದಾಳಿ	[597, 70, 803, 86]
article-police-body: ಮತ್ತು ಸ್ವಚ್ಛ, ನಿಷ್ಠೆ ಹೊಂದಿರಬೇಕು. ಪೊಲೀಸ್ ಇಲಾಖೆಯಲ್ಲಿ ಡಿವೈಎಸ್‌ಪಿ-07, ಆರ್‌ಎಸ್‌ಐ-02, ಎಎಸ್‌ಐ-13, ಎಚ್‌ಸಿ-09 ಮತ್ತು ಎಸ್‌ಐ-03 ಸೇರಿ 01 ಪೋಲೀಸ್ ಅಧಿಕಾರಿಗಳು ಹಾಗೂ ಸಿಬ್ಬಂದಿಗಳು ನಿವೃತ್ತಿ ಹೊಂದಿದ್ದು ಅವರ ಸೇವೆ ಶ್ಲಾಘನೀಯ. 2024-25 ನೇ ಸಾಲಿನ ಉತ್ತಮ ಕಾರ್ಯ ನಿರ್ವಹಿಸಿದ 178 ಪೊಲೀಸ್ ಅಧಿಕಾರಿ ಮತ್ತು ಸಿಬ್ಬಂದಿಗಳಿಗೆ 1 ಲಕ್ಷ ನಗದು ಬಹುಮಾನ ನೀಡಲಾಗಿದೆ ಎಂದು ಮಾಹಿತಿ ನೀಡಿದರು. ಮುಖ್ಯ ಅತಿಥಿಯಾಗಿ ಭಾಗವಹಿಸಿದ್ದ ನಿವೃತ್ತ ಪೊಲೀಸ್ ಅಧಿಕಾರಿ ಕೆ.ವಿಜಯಕೃಷ್ಣ ಅವರು ಧ್ವಜ ವಂದನೆ ಸ್ವೀಕರಿಸಿ ಮಾತನಾಡಿ, ರಾಜ್ಯ ಸರ್ಕಾರದ ನಿರ್ದೇಶನದಂತೆ ಪ್ರತಿ ವರ್ಷ ಏಪ್ರಿಲ್ 2 ರಂದು ಪೊಲೀಸ್ ಧ್ವಜ ದಿನಾಚರಣೆಯನ್ನು ಆಚರಿಸಲಾಗುತ್ತಿದೆ. ಸಮಾಜದಲ್ಲಿ ಶಾಂತಿ ಕಾಪಾಡುವಲ್ಲಿ ಪೊಲೀಸರ ಪಾತ್ರ ಮುಖ್ಯವಾದದ್ದು. ಸಮಾಜದ ದುರ್ಬಲ ವರ್ಗದವರಿಗೆ ನ್ಯಾಯ ದೊರಕಿಸುವುದು ಪೊಲೀಸ್ ಸೇವೆಯ ಉದ್ದೇಶವಾಗಿದೆ. ಪೊಲೀಸರು ತಮ್ಮ ಕರ್ತವ್ಯವನ್ನು ನಿಷ್ಠೆಯಿಂದ ನಿರ್ವಹಿಸಿ ಜನರ ವಿಶ್ವಾಸ ಗಳಿಸಬೇಕು. ಸಾರ್ವಜನಿಕರಲ್ಲಿ ಭಯದ ವಾತಾವರಣ ಮೂಡಿಸದಂತೆ ಕೆಲಸ ಮಾಡಬೇಕು. ಪೊಲೀಸ್ ಪಥ ಸಂಚಲನ ನಡೆಯಿತು. ನಿವೃತ್ತ ಪೊಲೀಸ್ ಅಧಿಕಾರಿಗಳನ್ನು ಸನ್ಮಾನಿಸಲಾಯಿತು. ಹೆಚ್ಚುವರಿ ಪೊಲೀಸ್ ಅಧೀಕ್ಷಕರು, ಡಿವೈಎಸ್‌ಪಿ ಹಾಗೂ ಪೊಲೀಸ್ ಅಧಿಕಾರಿಗಳು ಉಪಸ್ಥಿತರಿದ್ದರು. ಕಾರ್ಯಕ್ರಮದಲ್ಲಿ ಜಿಲ್ಲೆಯ ವಿವಿಧ ಠಾಣೆಗಳ ಅಧಿಕಾರಿಗಳು ಮತ್ತು ಸಿಬ್ಬಂದಿ ಭಾಗವಹಿಸಿದ್ದರು. ನಿವೃತ್ತ ಅಧಿಕಾರಿಗಳಿಗೆ ಶುಭ ಕೋರಲಾಯಿತು. ಕುಟುಂಬದವರು ಕಾರ್ಯಕ್ರಮದಲ್ಲಿ ಭಾಗವಹಿಸಿದ್ದರು.	[28, 249, 466, 394]
rule	[28, 138, 466, 139]
article-ksdl-mid: ಸಾರ್ವಕಾಲಿಕ ದಾಖಲೆ ಬರೆದಿದೆ. ಕಳೆದ ಸಾಲಿನಲ್ಲಿ ಸಂಸ್ಥೆಯು ಸುಮಾರು 23.2 ಕೋಟಿ ರೂ. ಮೌಲ್ಯದ ವಹಿವಾಟು ನಡೆಸಿದೆ. ಸಂಸ್ಥೆಯ ಗ್ರಾಹಕರ ಸಂಖ್ಯೆ ಹೆಚ್ಚಾಗಿದೆ. ಮೈಸೂರ್ ಸ್ಯಾಂಡಲ್ ಸೋಪ್‌ಗೆ ದೇಶ ವಿದೇಶಗಳಲ್ಲಿ ಬೇಡಿಕೆ ಹೆಚ್ಚುತ್ತಿದೆ. ಸಂಸ್ಥೆಯು ವಿದೇಶಗಳಿಗೂ ರಫ್ತು ಮಾಡುತ್ತಿದೆ. ಮಾರುಕಟ್ಟೆ ವಿಸ್ತರಣೆ ಮೂಲಕ ಉತ್ತರ ಭಾರತದಲ್ಲೂ ಉತ್ಪನ್ನಗಳಿಗೆ ಉತ್ತಮ ಪ್ರತಿಕ್ರಿಯೆ ವ್ಯಕ್ತವಾಗಿದೆ. ಸಂಸ್ಥೆಯು ಕ್ರಮ ಕೈಗೊಂಡಿದೆ.	[632, 883, 774, 1001]
article-bike-taxi-bottom: ಮೋಟಾರು ವಾಹನ ಕಾಯ್ದೆ, 1988 ರ ಸೆಕ್ಷನ್ 93 ಮತ್ತು ಅದರ ಅಡಿಯಲ್ಲಿರುವ ನಿಯಮಗಳ ಬಗ್ಗೆ ರಾಜ್ಯ ಸರ್ಕಾರ ಮಾರ್ಗಸೂಚಿಗಳನ್ನು ಹೊರಡಿಸದ	[632, 625, 774, 676]
temperatures-right: 22.0 ಡಿಗ್ರಿ ಸೆಲ್ಸಿಯಸ್ ಕನಿಷ್ಠ ಉಷ್ಣಾಂಶ, ವಿಜಯಪುರದಲ್ಲಿ 38.2 ಡಿಗ್ರಿ ಸೆಲ್ಸಿಯಸ್ ಗರಿಷ್ಠ ಉಷ್ಣಾಂಶ, 23.4 ಡಿಗ್ರಿ ಸೆಲ್ಸಿಯಸ್ ಕನಿಷ್ಠ ಉಷ್ಣಾಂಶ, ಬಾಗಲಕೋಟೆಯಲ್ಲಿ 37.7 ಡಿಗ್ರಿ ಸೆಲ್ಸಿಯಸ್ ಗರಿಷ್ಠ ಉಷ್ಣಾಂಶ, 23.0 ಡಿಗ್ರಿ ಸೆಲ್ಸಿಯಸ್ ಕನಿಷ್ಠ ಉಷ್ಣಾಂಶ, ಧಾರವಾಡದಲ್ಲಿ 35.4 ಡಿಗ್ರಿ ಸೆಲ್ಸಿಯಸ್ ಗರಿಷ್ಠ ಉಷ್ಣಾಂಶ, 19.0 ಡಿಗ್ರಿ ಸೆಲ್ಸಿಯಸ್ ಕನಿಷ್ಠ ಉಷ್ಣಾಂಶ, ಗದಗದಲ್ಲಿ 37.7 ಡಿಗ್ರಿ ಸೆಲ್ಸಿಯಸ್ ಗರಿಷ್ಠ ಉಷ್ಣಾಂಶ, 22.3 ಡಿಗ್ರಿ ಸೆಲ್ಸಿಯಸ್ ಕನಿಷ್ಠ ಉಷ್ಣಾಂಶ, ಕಲಬುರಗಿಯಲ್ಲಿ 40.6 ಡಿಗ್ರಿ ಸೆಲ್ಸಿಯಸ್ ಗರಿಷ್ಠ ಉಷ್ಣಾಂಶ, 25.8 ಡಿಗ್ರಿ ಸೆಲ್ಸಿಯಸ್ ಕನಿಷ್ಠ ಉಷ್ಣಾಂಶ, ಹಾವೇರಿಯಲ್ಲಿ 36.2 ಡಿಗ್ರಿ ಸೆಲ್ಸಿಯಸ್ ಗರಿಷ್ಠ ಉಷ್ಣಾಂಶ, 22.2 ಡಿಗ್ರಿ ಸೆಲ್ಸಿಯಸ್ ಕನಿಷ್ಠ ಉಷ್ಣಾಂಶ, ಕೊಪ್ಪಳದಲ್ಲಿ 37.8 ಡಿಗ್ರಿ ಸೆಲ್ಸಿಯಸ್ ಗರಿಷ್ಠ ಉಷ್ಣಾಂಶ, 22.7 ಡಿಗ್ರಿ ಸೆಲ್ಸಿಯಸ್ ಕನಿಷ್ಠ ಉಷ್ಣಾಂಶ ದಾಖಲಾಗಿದೆ.	[778, 1301, 920, 1506]
registration-marks	[598, 1548, 642, 1556]
parliament-photo	[634, 100, 918, 268]
registration-marks	[870, 1548, 914, 1556]
subhead-police: ಸಮಾಜದ ಶಾಂತಿಗೆ ಪೊಲೀಸರ ಸೇವೆ ಶ್ಲಾಘನೀಯ: ಎಸ್‌ಪಿ ಡಾ.ಶೋಭಾರಾಣಿ ವಿಜೆ	[160, 212, 334, 239]
